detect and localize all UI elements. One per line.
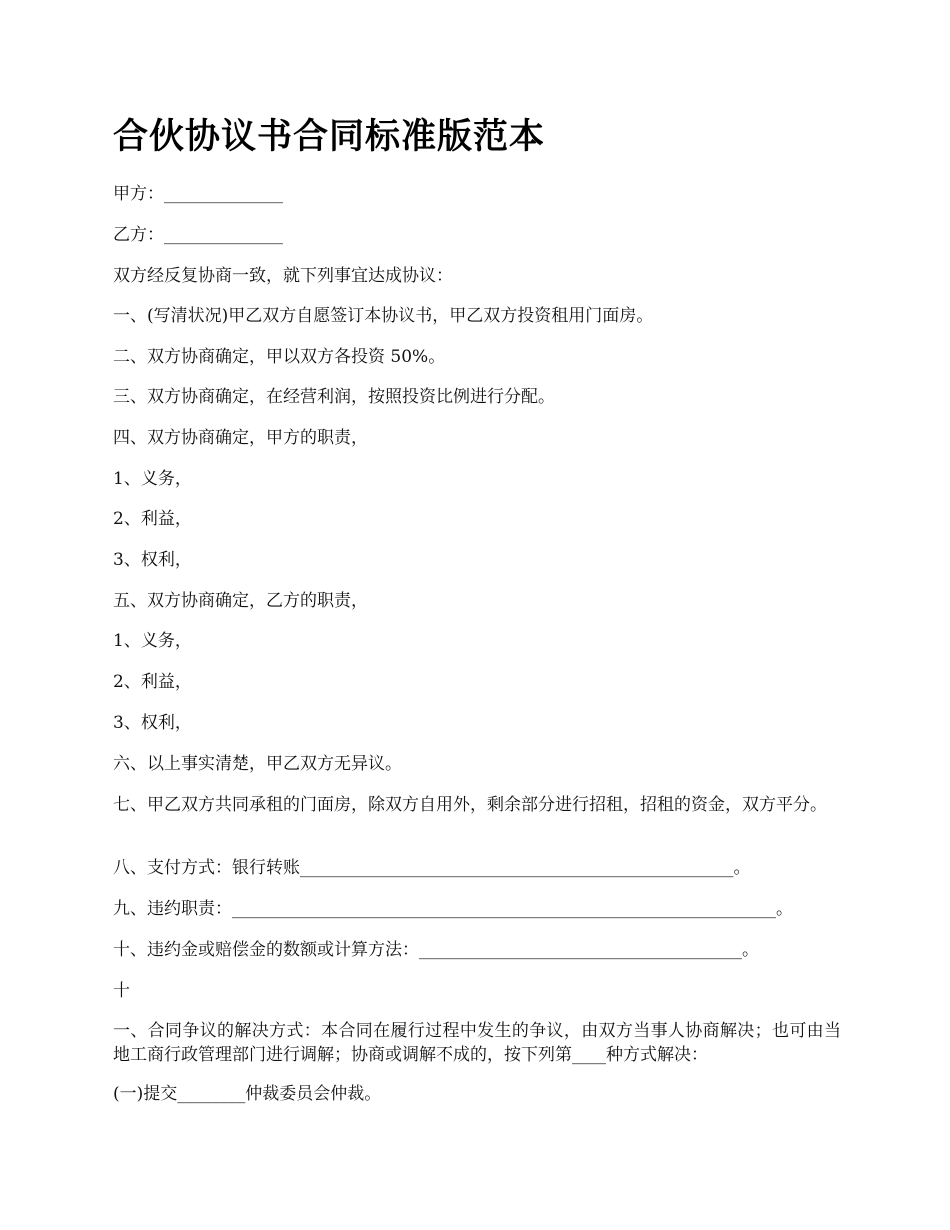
clause-10-penalty: 十、违约金或赔偿金的数额或计算方法：______________________________________。 [113, 940, 759, 960]
clause-11-dispute: 一、合同争议的解决方式：本合同在履行过程中发生的争议，由双方当事人协商解决；也可由当地工商行政管理部门进行调解；协商或调解不成的，按下列第____种方式解决： [113, 1021, 841, 1065]
clause-9-liability: 九、违约职责：________________________________________________________________。 [113, 899, 793, 919]
clause-5: 五、双方协商确定，乙方的职责， [113, 591, 368, 611]
clause-3: 三、双方协商确定，在经营利润，按照投资比例进行分配。 [113, 387, 555, 407]
dispute-option-1: (一)提交________仲裁委员会仲裁。 [113, 1084, 382, 1104]
party-b-line: 乙方：______________ [113, 225, 283, 245]
clause-7: 七、甲乙双方共同承租的门面房，除双方自用外，剩余部分进行招租，招租的资金，双方平分。 [113, 795, 827, 815]
clause-5-item-1: 1、义务， [113, 631, 192, 651]
clause-1: 一、(写清状况)甲乙双方自愿签订本协议书，甲乙双方投资租用门面房。 [113, 306, 654, 326]
party-a-line: 甲方：______________ [113, 184, 283, 204]
clause-4-item-1: 1、义务， [113, 469, 192, 489]
clause-5-item-3: 3、权利， [113, 713, 192, 733]
document-title: 合伙协议书合同标准版范本 [113, 117, 546, 157]
clause-4-item-3: 3、权利， [113, 550, 192, 570]
clause-2: 二、双方协商确定，甲以双方各投资 50%。 [113, 347, 446, 367]
clause-11-number: 十 [113, 981, 130, 1001]
clause-4-item-2: 2、利益， [113, 509, 192, 529]
clause-4: 四、双方协商确定，甲方的职责， [113, 428, 368, 448]
preamble-paragraph: 双方经反复协商一致，就下列事宜达成协议： [113, 266, 453, 286]
clause-6: 六、以上事实清楚，甲乙双方无异议。 [113, 754, 402, 774]
clause-8-payment: 八、支付方式：银行转账___________________________________________________。 [113, 858, 751, 878]
clause-5-item-2: 2、利益， [113, 672, 192, 692]
